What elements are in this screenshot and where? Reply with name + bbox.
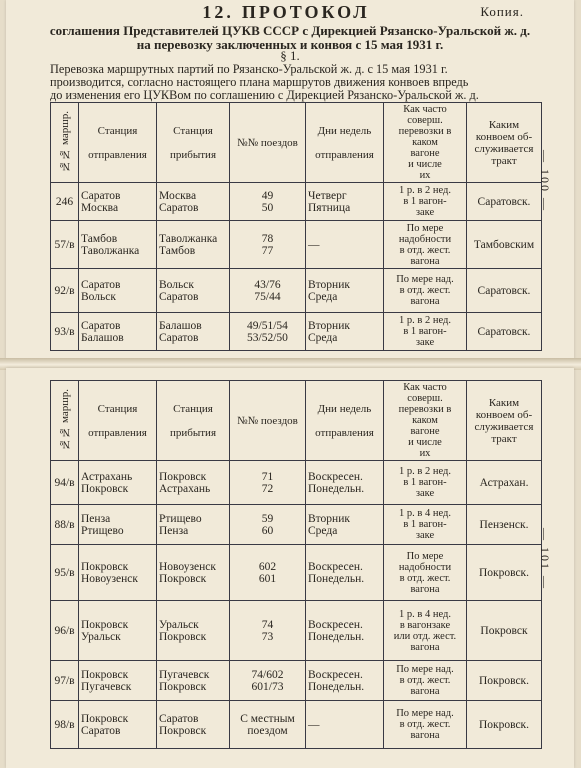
departure-station-line: Пугачевск bbox=[81, 680, 132, 693]
convoy bbox=[467, 545, 542, 601]
table-header-row bbox=[51, 381, 542, 461]
arrival-station-line: Вольск bbox=[159, 278, 194, 291]
arrival-station-line: Покровск bbox=[159, 470, 207, 483]
departure-station-line: Пенза bbox=[81, 512, 111, 525]
intro-paragraph bbox=[50, 63, 544, 102]
route-number-line: 95/в bbox=[54, 566, 75, 579]
frequency-line: По мере над. bbox=[396, 708, 454, 719]
route-number bbox=[51, 601, 79, 661]
convoy-line: Саратовск. bbox=[477, 325, 531, 338]
frequency bbox=[384, 221, 467, 269]
arrival-station bbox=[157, 183, 230, 221]
route-number bbox=[51, 545, 79, 601]
arrival-station-line: Новоузенск bbox=[159, 560, 216, 573]
frequency-line: По мере над. bbox=[396, 664, 454, 675]
departure-days-line: Воскресен. bbox=[308, 618, 363, 631]
col-header-convoy: Каким конвоем об- служивается тракт bbox=[467, 381, 542, 461]
train-numbers-line: 74 bbox=[261, 618, 274, 631]
departure-station-line: Уральск bbox=[81, 630, 121, 643]
convoy bbox=[467, 701, 542, 749]
route-number-line: 57/в bbox=[54, 238, 75, 251]
col-header-frequency: Как часто соверш. перевозки в каком вагоне и числе их bbox=[384, 381, 467, 461]
col-header-arrival: Станция прибытия bbox=[157, 381, 230, 461]
train-numbers-line: С местным bbox=[240, 712, 295, 725]
departure-station bbox=[79, 505, 157, 545]
departure-station bbox=[79, 221, 157, 269]
frequency bbox=[384, 545, 467, 601]
convoy-line: Саратовск. bbox=[477, 195, 531, 208]
departure-days-line: — bbox=[308, 718, 320, 731]
table-row bbox=[51, 183, 542, 221]
frequency-line: вагона bbox=[410, 641, 440, 653]
arrival-station bbox=[157, 701, 230, 749]
frequency-line: 1 р. в 2 нед. bbox=[399, 185, 451, 196]
train-numbers bbox=[230, 221, 306, 269]
frequency bbox=[384, 269, 467, 313]
frequency-line: в 1 вагон- bbox=[403, 196, 447, 207]
col-header-trains: №№ поездов bbox=[230, 103, 306, 183]
train-numbers bbox=[230, 661, 306, 701]
arrival-station bbox=[157, 221, 230, 269]
route-number-line: 97/в bbox=[54, 674, 75, 687]
frequency-line: По мере bbox=[406, 222, 444, 234]
departure-station-line: Москва bbox=[81, 201, 119, 214]
departure-days-line: Среда bbox=[308, 290, 338, 303]
frequency-line: в отд. жест. bbox=[399, 719, 451, 730]
arrival-station-line: Таволжанка bbox=[159, 232, 218, 245]
departure-station-line: Ртищево bbox=[81, 524, 124, 537]
train-numbers-line: 601 bbox=[258, 572, 277, 585]
arrival-station-line: Астрахань bbox=[159, 482, 211, 495]
departure-days bbox=[306, 601, 384, 661]
departure-station-line: Вольск bbox=[81, 290, 116, 303]
departure-station-line: Покровск bbox=[81, 482, 129, 495]
train-numbers-line: 59 bbox=[261, 512, 274, 525]
route-number-line: 246 bbox=[55, 195, 74, 208]
col-header-departure: Станция отправления bbox=[79, 381, 157, 461]
train-numbers bbox=[230, 183, 306, 221]
frequency bbox=[384, 461, 467, 505]
departure-days-line: — bbox=[308, 238, 320, 251]
frequency-line: надобности bbox=[398, 561, 452, 573]
departure-days-line: Понедельн. bbox=[308, 572, 365, 585]
table-row bbox=[51, 505, 542, 545]
table-row bbox=[51, 269, 542, 313]
frequency-line: надобности bbox=[398, 233, 452, 245]
route-number bbox=[51, 221, 79, 269]
departure-days-line: Вторник bbox=[308, 278, 350, 291]
frequency-line: По мере над. bbox=[396, 274, 454, 285]
arrival-station-line: Балашов bbox=[159, 319, 202, 332]
col-header-days: Дни недель отправления bbox=[306, 103, 384, 183]
train-numbers bbox=[230, 461, 306, 505]
train-numbers-line: 49/51/54 bbox=[247, 319, 288, 332]
arrival-station-line: Москва bbox=[159, 189, 197, 202]
frequency-line: 1 р. в 2 нед. bbox=[399, 315, 451, 326]
col-header-trains: №№ поездов bbox=[230, 381, 306, 461]
train-numbers bbox=[230, 269, 306, 313]
departure-days-line: Понедельн. bbox=[308, 482, 365, 495]
train-numbers bbox=[230, 313, 306, 351]
page-bottom bbox=[6, 368, 574, 768]
train-numbers-line: 53/52/50 bbox=[247, 331, 288, 344]
departure-days-line: Воскресен. bbox=[308, 560, 363, 573]
route-number-line: 88/в bbox=[54, 518, 75, 531]
convoy-line: Саратовск. bbox=[477, 284, 531, 297]
table-row bbox=[51, 221, 542, 269]
frequency bbox=[384, 701, 467, 749]
arrival-station bbox=[157, 269, 230, 313]
arrival-station-line: Саратов bbox=[159, 712, 199, 725]
departure-days bbox=[306, 461, 384, 505]
convoy bbox=[467, 601, 542, 661]
arrival-station-line: Покровск bbox=[159, 630, 207, 643]
departure-station-line: Таволжанка bbox=[81, 244, 140, 257]
departure-station bbox=[79, 269, 157, 313]
route-number-line: 92/в bbox=[54, 284, 75, 297]
frequency-line: вагона bbox=[410, 583, 440, 595]
departure-days bbox=[306, 661, 384, 701]
frequency-line: вагона bbox=[410, 686, 440, 697]
para-line: Перевозка маршрутных партий по Рязанско-Уральской ж. д. с 15 мая 1931 г. bbox=[50, 62, 448, 76]
convoy-line: Пензенск. bbox=[479, 518, 529, 531]
train-numbers bbox=[230, 545, 306, 601]
para-line: до изменения его ЦУКВом по соглашению с Дирекцией Рязанско-Уральской ж. д. bbox=[50, 88, 479, 102]
section-mark: § 1. bbox=[280, 48, 300, 63]
departure-days-line: Вторник bbox=[308, 512, 350, 525]
convoy bbox=[467, 313, 542, 351]
frequency-line: в отд. жест. bbox=[399, 285, 451, 296]
frequency-line: заке bbox=[415, 488, 435, 499]
frequency-line: в отд. жест. bbox=[399, 244, 451, 256]
departure-station bbox=[79, 661, 157, 701]
departure-days bbox=[306, 545, 384, 601]
subtitle-line: соглашения Представителей ЦУКВ СССР с Дирекцией Рязанско-Уральской ж. д. bbox=[49, 23, 531, 38]
departure-days bbox=[306, 701, 384, 749]
table-header-row bbox=[51, 103, 542, 183]
departure-days-line: Понедельн. bbox=[308, 630, 365, 643]
arrival-station-line: Саратов bbox=[159, 201, 199, 214]
frequency-line: По мере bbox=[406, 550, 444, 562]
arrival-station bbox=[157, 545, 230, 601]
route-number bbox=[51, 461, 79, 505]
frequency-line: вагона bbox=[410, 730, 440, 741]
convoy bbox=[467, 183, 542, 221]
arrival-station-line: Саратов bbox=[159, 290, 199, 303]
train-numbers-line: 78 bbox=[261, 232, 274, 245]
departure-station bbox=[79, 461, 157, 505]
departure-days bbox=[306, 183, 384, 221]
table-row bbox=[51, 461, 542, 505]
departure-station bbox=[79, 183, 157, 221]
departure-station-line: Балашов bbox=[81, 331, 124, 344]
frequency-line: 1 р. в 4 нед. bbox=[399, 508, 451, 519]
departure-days bbox=[306, 313, 384, 351]
convoy-line: Покровск. bbox=[478, 674, 530, 687]
copy-label: Копия. bbox=[480, 4, 524, 19]
train-numbers-line: 43/76 bbox=[254, 278, 281, 291]
table-row bbox=[51, 661, 542, 701]
route-number-line: 98/в bbox=[54, 718, 75, 731]
frequency-line: заке bbox=[415, 337, 435, 348]
departure-station-line: Новоузенск bbox=[81, 572, 138, 585]
table-row bbox=[51, 601, 542, 661]
route-number bbox=[51, 701, 79, 749]
schedule-table-top bbox=[50, 102, 542, 351]
train-numbers-line: 72 bbox=[261, 482, 274, 495]
departure-station bbox=[79, 313, 157, 351]
subtitle-line: на перевозку заключенных и конвоя с 15 мая 1931 г. bbox=[136, 37, 444, 52]
departure-station-line: Саратов bbox=[81, 319, 121, 332]
arrival-station-line: Покровск bbox=[159, 724, 207, 737]
arrival-station-line: Саратов bbox=[159, 331, 199, 344]
departure-station-line: Саратов bbox=[81, 189, 121, 202]
convoy-line: Покровск. bbox=[478, 566, 530, 579]
departure-days bbox=[306, 221, 384, 269]
arrival-station bbox=[157, 461, 230, 505]
convoy-line: Тамбовским bbox=[473, 238, 535, 251]
schedule-table-bottom bbox=[50, 380, 542, 749]
col-header-convoy: Каким конвоем об- служивается тракт bbox=[467, 103, 542, 183]
departure-days-line: Понедельн. bbox=[308, 680, 365, 693]
train-numbers-line: 74/602 bbox=[251, 668, 284, 681]
convoy-line: Покровск bbox=[480, 624, 528, 637]
departure-station-line: Тамбов bbox=[81, 232, 118, 245]
route-number bbox=[51, 269, 79, 313]
frequency-line: 1 р. в 4 нед. bbox=[399, 608, 451, 620]
protocol-title: ПРОТОКОЛ bbox=[241, 2, 370, 22]
route-number bbox=[51, 661, 79, 701]
train-numbers-line: 602 bbox=[258, 560, 277, 573]
train-numbers-line: поездом bbox=[247, 724, 288, 737]
arrival-station-line: Уральск bbox=[159, 618, 199, 631]
route-number-line: 96/в bbox=[54, 624, 75, 637]
para-line: производится, согласно настоящего плана маршрутов движения конвоев впредь bbox=[50, 75, 469, 89]
route-number bbox=[51, 505, 79, 545]
frequency-line: вагона bbox=[410, 255, 440, 267]
route-number-line: 94/в bbox=[54, 476, 75, 489]
table-row bbox=[51, 545, 542, 601]
frequency bbox=[384, 601, 467, 661]
arrival-station bbox=[157, 313, 230, 351]
table-row bbox=[51, 701, 542, 749]
departure-days-line: Среда bbox=[308, 524, 338, 537]
arrival-station bbox=[157, 505, 230, 545]
frequency-line: в 1 вагон- bbox=[403, 326, 447, 337]
train-numbers-line: 77 bbox=[261, 244, 274, 257]
arrival-station-line: Пугачевск bbox=[159, 668, 210, 681]
convoy bbox=[467, 221, 542, 269]
convoy-line: Астрахан. bbox=[479, 476, 529, 489]
convoy bbox=[467, 461, 542, 505]
frequency-line: заке bbox=[415, 207, 435, 218]
frequency bbox=[384, 661, 467, 701]
page-top bbox=[6, 0, 574, 360]
arrival-station-line: Пенза bbox=[159, 524, 189, 537]
departure-days-line: Четверг bbox=[308, 189, 347, 202]
page-number-bottom: — 101 — bbox=[538, 528, 552, 590]
frequency-line: заке bbox=[415, 530, 435, 541]
departure-station bbox=[79, 545, 157, 601]
departure-station bbox=[79, 701, 157, 749]
frequency bbox=[384, 313, 467, 351]
protocol-number: 12. bbox=[202, 2, 234, 22]
col-header-number: №№ маршр. bbox=[51, 103, 79, 183]
page-title bbox=[6, 2, 574, 23]
frequency-line: в отд. жест. bbox=[399, 572, 451, 584]
departure-station bbox=[79, 601, 157, 661]
route-number-line: 93/в bbox=[54, 325, 75, 338]
departure-days bbox=[306, 269, 384, 313]
arrival-station-line: Тамбов bbox=[159, 244, 196, 257]
departure-station-line: Астрахань bbox=[81, 470, 133, 483]
train-numbers bbox=[230, 701, 306, 749]
train-numbers bbox=[230, 601, 306, 661]
departure-days-line: Среда bbox=[308, 331, 338, 344]
train-numbers-line: 60 bbox=[261, 524, 274, 537]
frequency-line: в 1 вагон- bbox=[403, 519, 447, 530]
departure-station-line: Саратов bbox=[81, 724, 121, 737]
page-number-top: — 100 — bbox=[538, 150, 552, 212]
convoy bbox=[467, 661, 542, 701]
convoy bbox=[467, 505, 542, 545]
col-header-days: Дни недель отправления bbox=[306, 381, 384, 461]
departure-station-line: Покровск bbox=[81, 618, 129, 631]
frequency-line: в 1 вагон- bbox=[403, 477, 447, 488]
col-header-departure: Станция отправления bbox=[79, 103, 157, 183]
departure-station-line: Саратов bbox=[81, 278, 121, 291]
col-header-frequency: Как часто соверш. перевозки в каком вагоне и числе их bbox=[384, 103, 467, 183]
table-row bbox=[51, 313, 542, 351]
route-number bbox=[51, 313, 79, 351]
frequency-line: в вагонзаке bbox=[399, 619, 451, 631]
train-numbers-line: 601/73 bbox=[251, 680, 284, 693]
departure-station-line: Покровск bbox=[81, 560, 129, 573]
departure-station-line: Покровск bbox=[81, 668, 129, 681]
departure-days-line: Воскресен. bbox=[308, 470, 363, 483]
arrival-station bbox=[157, 601, 230, 661]
frequency bbox=[384, 183, 467, 221]
arrival-station bbox=[157, 661, 230, 701]
frequency bbox=[384, 505, 467, 545]
frequency-line: в отд. жест. bbox=[399, 675, 451, 686]
train-numbers-line: 75/44 bbox=[254, 290, 281, 303]
frequency-line: 1 р. в 2 нед. bbox=[399, 466, 451, 477]
convoy bbox=[467, 269, 542, 313]
arrival-station-line: Ртищево bbox=[159, 512, 202, 525]
arrival-station-line: Покровск bbox=[159, 680, 207, 693]
convoy-line: Покровск. bbox=[478, 718, 530, 731]
departure-station-line: Покровск bbox=[81, 712, 129, 725]
train-numbers bbox=[230, 505, 306, 545]
train-numbers-line: 49 bbox=[261, 189, 274, 202]
departure-days-line: Пятница bbox=[308, 201, 351, 214]
departure-days-line: Вторник bbox=[308, 319, 350, 332]
train-numbers-line: 73 bbox=[261, 630, 274, 643]
departure-days-line: Воскресен. bbox=[308, 668, 363, 681]
departure-days bbox=[306, 505, 384, 545]
col-header-number: №№ маршр. bbox=[51, 381, 79, 461]
train-numbers-line: 71 bbox=[261, 470, 274, 483]
frequency-line: вагона bbox=[410, 296, 440, 307]
arrival-station-line: Покровск bbox=[159, 572, 207, 585]
route-number bbox=[51, 183, 79, 221]
train-numbers-line: 50 bbox=[261, 201, 274, 214]
frequency-line: или отд. жест. bbox=[393, 630, 457, 642]
col-header-arrival: Станция прибытия bbox=[157, 103, 230, 183]
